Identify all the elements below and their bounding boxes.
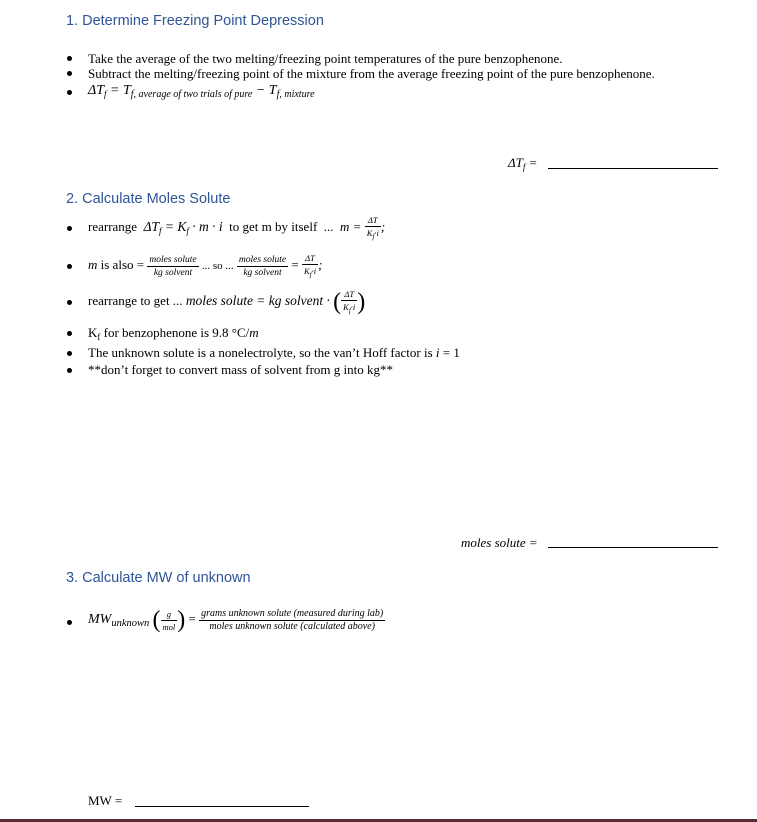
- section2-bullet1: rearrange $\Delta T_f = K_f \cdot m \cdot i$ to get m by itself ... m = $\frac{\Delta T}{K_f\cdot i}$ ;: [88, 214, 386, 241]
- bullet: [67, 90, 72, 95]
- bullet: [67, 300, 72, 305]
- bullet: [67, 620, 72, 625]
- grams-per-mol-fraction: $\frac{g}{\text{mol}}$: [162, 608, 176, 632]
- section2-bullet3: rearrange to get ... moles solute = kg solvent · ( $\frac{\Delta T}{K_f\cdot i}$ ): [88, 288, 366, 316]
- delta-tf-answer-label: $\Delta T_f$ =: [508, 155, 538, 172]
- bullet: [67, 351, 72, 356]
- section1-bullet1: Take the average of the two melting/freezing point temperatures of the pure benzophenone.: [88, 51, 563, 66]
- moles-solute-per-kg-fraction: $\frac{\text{moles solute}}{\text{kg solvent}}$: [238, 254, 287, 278]
- bullet: [67, 331, 72, 336]
- bullet: [67, 226, 72, 231]
- section2-bullet5: The unknown solute is a nonelectrolyte, so the van’t Hoff factor is i = 1: [88, 345, 460, 360]
- section2-bullet2: m is also = $\frac{\text{moles solute}}{\text{kg solvent}}$ ... so ... $\frac{\text{moles solute}}{\text{kg solvent}}$ = $\frac{\Delta T}{K_f\cdot i}$ ;: [88, 252, 323, 279]
- moles-solute-answer-label: moles solute =: [461, 535, 538, 550]
- section3-heading: 3. Calculate MW of unknown: [66, 570, 251, 586]
- mw-answer-line[interactable]: [135, 806, 309, 807]
- delta-t-over-kf-i-fraction: $\frac{\Delta T}{K_f\cdot i}$: [366, 214, 379, 241]
- section1-heading: 1. Determine Freezing Point Depression: [66, 13, 324, 29]
- delta-t-over-kf-i-fraction: $\frac{\Delta T}{K_f\cdot i}$: [343, 288, 356, 315]
- section2-bullet4: $K_f$ for benzophenone is 9.8 °C/m: [88, 325, 259, 342]
- bullet: [67, 56, 72, 61]
- delta-tf-answer-line[interactable]: [548, 168, 718, 169]
- delta-t-over-kf-i-fraction: $\frac{\Delta T}{K_f\cdot i}$: [303, 252, 317, 279]
- bullet: [67, 368, 72, 373]
- mw-answer-label: MW =: [88, 793, 123, 808]
- bullet: [67, 71, 72, 76]
- bullet: [67, 264, 72, 269]
- mw-rhs-fraction: $\frac{\text{grams unknown solute (measured during lab)}}{\text{moles unknown solute (calculated above)}}$: [201, 607, 384, 632]
- moles-solute-per-kg-fraction: $\frac{\text{moles solute}}{\text{kg solvent}}$: [149, 254, 197, 278]
- section3-mw-formula: $MW_{unknown}$ ( $\frac{g}{\text{mol}}$ ) = $\frac{\text{grams unknown solute (measured during lab)}}{\text{moles unknown solute (calculated above)}}$: [88, 607, 384, 634]
- section2-bullet6: **don’t forget to convert mass of solvent from g into kg**: [88, 362, 393, 377]
- moles-solute-answer-line[interactable]: [548, 547, 718, 548]
- section2-heading: 2. Calculate Moles Solute: [66, 191, 231, 207]
- section1-formula: $\Delta T_f = T_{f, average of two trials of pure} - T_{f, mixture}$: [88, 83, 315, 100]
- section1-bullet2: Subtract the melting/freezing point of the mixture from the average freezing point of the pure benzophenone.: [88, 66, 655, 81]
